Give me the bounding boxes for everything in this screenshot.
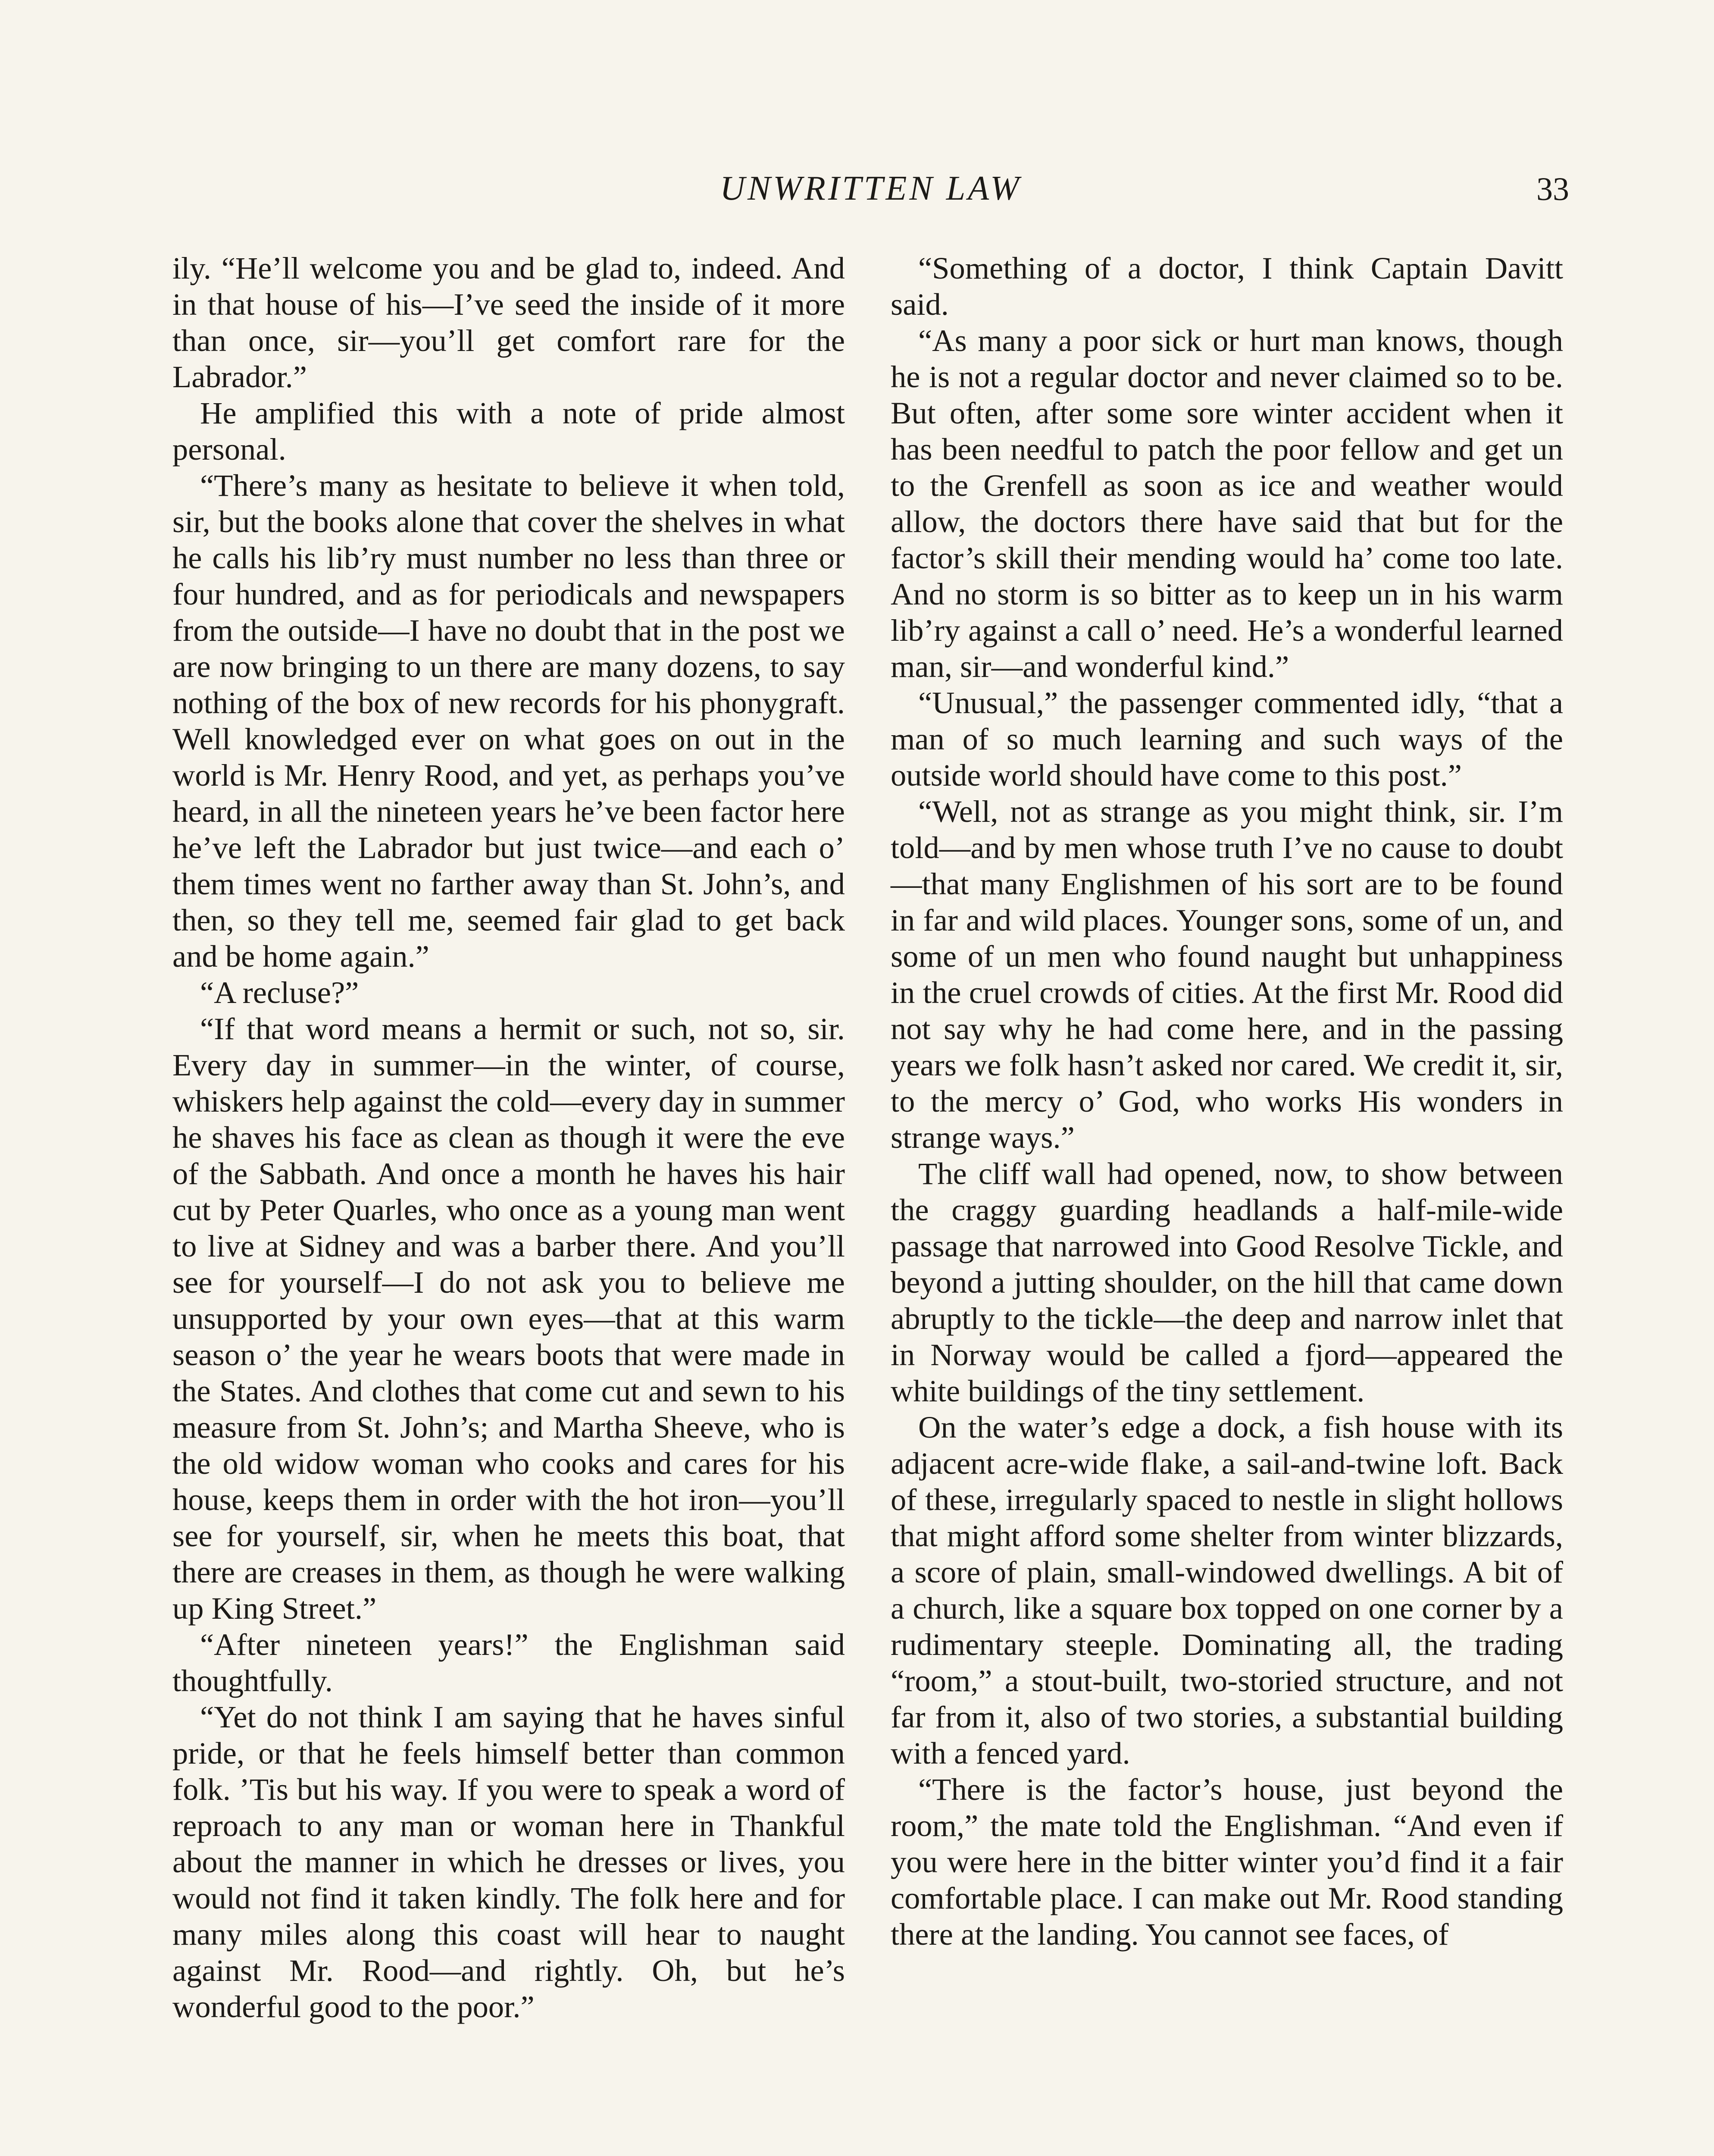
- paragraph: “Yet do not think I am saying that he haves sinful pride, or that he feels himself better than common folk. ’Tis but his way. If you were to speak a word of reproach to any man or woman here in Thankful about the manner in which he dresses or lives, you would not find it taken kindly. The folk here and for many miles along this coast will hear to naught against Mr. Rood—and rightly. Oh, but he’s wonderful good to the poor.”: [172, 1699, 845, 2024]
- paragraph: “There is the factor’s house, just beyond the room,” the mate told the Englishman. “And even if you were here in the bitter winter you’d find it a fair comfortable place. I can make out Mr. Rood standing there at the landing. You cannot see faces, of: [891, 1772, 1563, 1952]
- paragraph: On the water’s edge a dock, a fish house with its adjacent acre-wide flake, a sail-and-twine loft. Back of these, irregularly spaced to nestle in slight hollows that might afford some shelter from winter blizzards, a score of plain, small-windowed dwellings. A bit of a church, like a square box topped on one corner by a rudimentary steeple. Dominating all, the trading “room,” a stout-built, two-storied structure, and not far from it, also of two stories, a substantial building with a fenced yard.: [891, 1410, 1563, 1771]
- paragraph: He amplified this with a note of pride almost personal.: [172, 395, 845, 467]
- paragraph: “Something of a doctor, I think Captain Davitt said.: [891, 251, 1563, 322]
- paragraph: “After nineteen years!” the Englishman said thoughtfully.: [172, 1627, 845, 1698]
- left-column: [172, 250, 845, 2025]
- paragraph: “A recluse?”: [200, 975, 359, 1010]
- paragraph: The cliff wall had opened, now, to show between the craggy guarding headlands a half-mile-wide passage that narrowed into Good Resolve Tickle, and beyond a jutting shoulder, on the hill that came down abruptly to the tickle—the deep and narrow inlet that in Norway would be called a fjord—appeared the white buildings of the tiny settlement.: [891, 1156, 1563, 1408]
- page-number: 33: [1536, 171, 1569, 207]
- paragraph: ily. “He’ll welcome you and be glad to, indeed. And in that house of his—I’ve seed the inside of it more than once, sir—you’ll get comfort rare for the Labrador.”: [172, 251, 845, 394]
- paragraph: “If that word means a hermit or such, not so, sir. Every day in summer—in the winter, of course, whiskers help against the cold—every day in summer he shaves his face as clean as though it were the eve of the Sabbath. And once a month he haves his hair cut by Peter Quarles, who once as a young man went to live at Sidney and was a barber there. And you’ll see for yourself—I do not ask you to believe me unsupported by your own eyes—that at this warm season o’ the year he wears boots that were made in the States. And clothes that come cut and sewn to his measure from St. John’s; and Martha Sheeve, who is the old widow woman who cooks and cares for his house, keeps them in order with the hot iron—you’ll see for yourself, sir, when he meets this boat, that there are creases in them, as though he were walking up King Street.”: [172, 1011, 845, 1626]
- running-title: UNWRITTEN LAW: [720, 169, 1022, 207]
- right-column: [891, 250, 1563, 1952]
- paragraph: “As many a poor sick or hurt man knows, though he is not a regular doctor and never claimed so to be. But often, after some sore winter accident when it has been needful to patch the poor fellow and get un to the Grenfell as soon as ice and weather would allow, the doctors there have said that but for the factor’s skill their mending would ha’ come too late. And no storm is so bitter as to keep un in his warm lib’ry against a call o’ need. He’s a wonderful learned man, sir—and wonderful kind.”: [891, 323, 1563, 684]
- paragraph: “Unusual,” the passenger commented idly, “that a man of so much learning and such ways of the outside world should have come to this post.”: [891, 685, 1563, 793]
- paragraph: “There’s many as hesitate to believe it when told, sir, but the books alone that cover the shelves in what he calls his lib’ry must number no less than three or four hundred, and as for periodicals and newspapers from the outside—I have no doubt that in the post we are now bringing to un there are many dozens, to say nothing of the box of new records for his phonygraft. Well knowledged ever on what goes on out in the world is Mr. Henry Rood, and yet, as perhaps you’ve heard, in all the nineteen years he’ve been factor here he’ve left the Labrador but just twice—and each o’ them times went no farther away than St. John’s, and then, so they tell me, seemed fair glad to get back and be home again.”: [172, 468, 845, 974]
- page-header: [172, 169, 1569, 216]
- paragraph: “Well, not as strange as you might think, sir. I’m told—and by men whose truth I’ve no cause to doubt—that many Englishmen of his sort are to be found in far and wild places. Younger sons, some of un, and some of un men who found naught but unhappiness in the cruel crowds of cities. At the first Mr. Rood did not say why he had come here, and in the passing years we folk hasn’t asked nor cared. We credit it, sir, to the mercy o’ God, who works His wonders in strange ways.”: [891, 794, 1563, 1155]
